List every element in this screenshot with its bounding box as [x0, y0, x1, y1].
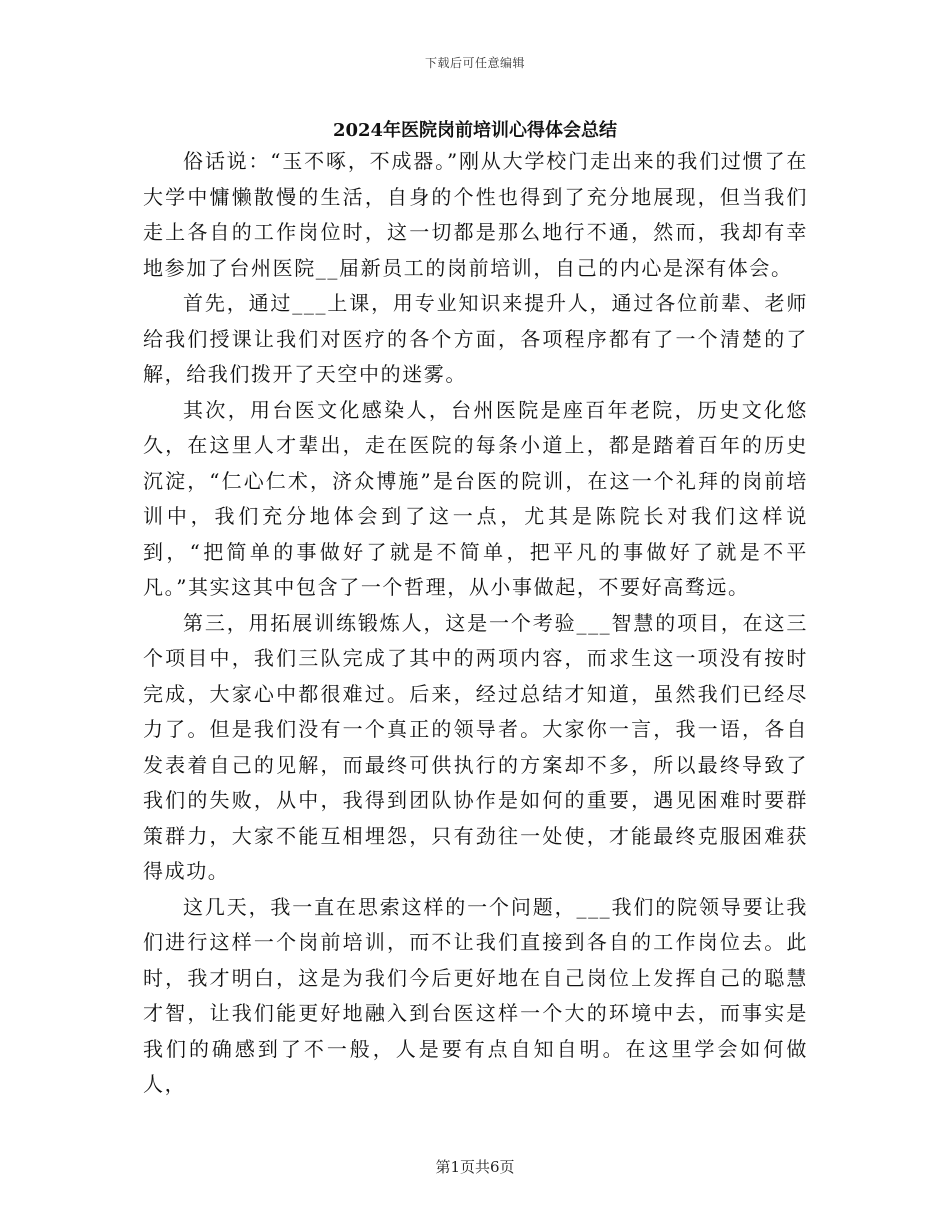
body-paragraph-1: 俗话说：“玉不啄，不成器。”刚从大学校门走出来的我们过惯了在大学中慵懒散慢的生活，自身的个性也得到了充分地展现，但当我们走上各自的工作岗位时，这一切都是那么地行不通，然而，我却有幸地参加了台州医院__届新员工的岗前培训，自己的内心是深有体会。 — [143, 149, 808, 280]
body-paragraph-5: 这几天，我一直在思索这样的一个问题，___我们的院领导要让我们进行这样一个岗前培训，而不让我们直接到各自的工作岗位去。此时，我才明白，这是为我们今后更好地在自己岗位上发挥自己的聪慧才智，让我们能更好地融入到台医这样一个大的环境中去，而事实是我们的确感到了不一般，人是要有点自知自明。在这里学会如何做人， — [143, 894, 808, 1096]
page-header-note: 下载后可任意编辑 — [424, 56, 525, 70]
body-paragraph-2: 首先，通过___上课，用专业知识来提升人，通过各位前辈、老师给我们授课让我们对医疗的各个方面，各项程序都有了一个清楚的了解，给我们拨开了天空中的迷雾。 — [143, 291, 808, 386]
document-body — [143, 144, 808, 1103]
document-title: 2024年医院岗前培训心得体会总结 — [332, 120, 618, 141]
body-paragraph-3: 其次，用台医文化感染人，台州医院是座百年老院，历史文化悠久，在这里人才辈出，走在医院的每条小道上，都是踏着百年的历史沉淀，“仁心仁术，济众博施”是台医的院训，在这一个礼拜的岗前培训中，我们充分地体会到了这一点，尤其是陈院长对我们这样说到，“把简单的事做好了就是不简单，把平凡的事做好了就是不平凡。”其实这其中包含了一个哲理，从小事做起，不要好高骛远。 — [143, 397, 808, 599]
page-number-footer: 第1页共6页 — [435, 1158, 515, 1176]
body-paragraph-4: 第三，用拓展训练锻炼人，这是一个考验___智慧的项目，在这三个项目中，我们三队完成了其中的两项内容，而求生这一项没有按时完成，大家心中都很难过。后来，经过总结才知道，虽然我们已经尽力了。但是我们没有一个真正的领导者。大家你一言，我一语，各自发表着自己的见解，而最终可供执行的方案却不多，所以最终导致了我们的失败，从中，我得到团队协作是如何的重要，遇见困难时要群策群力，大家不能互相埋怨，只有劲往一处使，才能最终克服困难获得成功。 — [143, 610, 808, 883]
